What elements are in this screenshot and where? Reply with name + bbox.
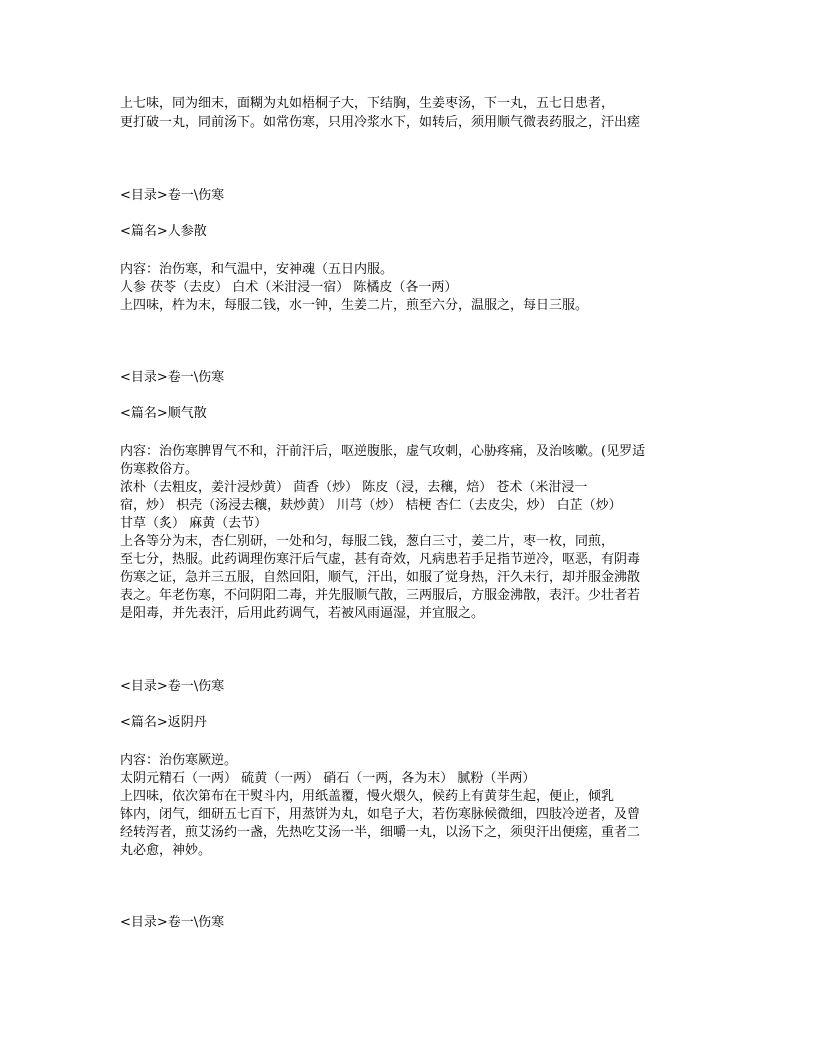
catalog-heading: <目录>卷一\伤寒 <box>120 679 225 694</box>
body-line: 上四味，依次第布在干熨斗内，用纸盖覆，慢火煨久，候药上有黄芽生起，便止，倾乳 <box>120 789 615 804</box>
body-line: 钵内，闭气，细研五七百下，用蒸饼为丸，如皂子大，若伤寒脉候微细，四肢冷逆者，及曾 <box>120 807 641 822</box>
body-line: 丸必愈，神妙。 <box>120 843 212 858</box>
intro-line: 更打破一丸，同前汤下。如常伤寒，只用冷浆水下，如转后，须用顺气微表药服之，汗出瘥 <box>120 115 641 130</box>
body-line: 浓朴（去粗皮，姜汁浸炒黄） 茴香（炒） 陈皮（浸，去穰，焙） 苍术（米泔浸一 <box>120 480 588 495</box>
body-line: 伤寒之证，急并三五服，自然回阳，顺气，汗出，如服了觉身热，汗久未行，却并服金沸散 <box>120 570 641 585</box>
body-line: 甘草（炙） 麻黄（去节） <box>120 516 268 531</box>
body-line: 宿，炒） 枳壳（汤浸去穰，麸炒黄） 川芎（炒） 桔梗 杏仁（去皮尖，炒） 白芷（炒） <box>120 498 622 513</box>
body-line: 上四味，杵为末，每服二钱，水一钟，生姜二片，煎至六分，温服之，每日三服。 <box>120 298 589 313</box>
intro-line: 上七味，同为细末，面糊为丸如梧桐子大，下结胸，生姜枣汤，下一丸，五七日患者， <box>120 96 615 111</box>
catalog-heading: <目录>卷一\伤寒 <box>120 370 225 385</box>
body-line: 人参 茯苓（去皮） 白术（米泔浸一宿） 陈橘皮（各一两） <box>120 280 458 295</box>
body-line: 是阳毒，并先表汗，后用此药调气，若被风雨逼湿，并宜服之。 <box>120 606 485 621</box>
catalog-heading: <目录>卷一\伤寒 <box>120 915 225 930</box>
section-title: <篇名>人参散 <box>120 224 207 239</box>
catalog-heading: <目录>卷一\伤寒 <box>120 188 225 203</box>
body-line: 内容：治伤寒，和气温中，安神魂（五日内服。 <box>120 262 394 277</box>
body-line: 至七分，热服。此药调理伤寒汗后气虚，甚有奇效，凡病患若手足指节逆冷，呕恶，有阴毒 <box>120 552 641 567</box>
body-line: 伤寒救俗方。 <box>120 462 199 477</box>
body-line: 太阴元精石（一两） 硫黄（一两） 硝石（一两，各为末） 腻粉（半两） <box>120 771 536 786</box>
section-title: <篇名>顺气散 <box>120 406 207 421</box>
body-line: 上各等分为末，杏仁别研，一处和匀，每服二钱，葱白三寸，姜二片，枣一枚，同煎， <box>120 534 615 549</box>
section-title: <篇名>返阴丹 <box>120 715 207 730</box>
body-line: 表之。年老伤寒，不问阴阳二毒，并先服顺气散，三两服后，方服金沸散，表汗。少壮者若 <box>120 588 641 603</box>
body-line: 经转泻者，煎艾汤约一盏，先热吃艾汤一半，细嚼一丸，以汤下之，须臾汗出便瘥，重者二 <box>120 825 641 840</box>
body-line: 内容：治伤寒脾胃气不和，汗前汗后，呕逆腹胀，虚气攻刺，心胁疼痛，及治咳嗽。(见罗适 <box>120 444 646 459</box>
body-line: 内容：治伤寒厥逆。 <box>120 753 238 768</box>
